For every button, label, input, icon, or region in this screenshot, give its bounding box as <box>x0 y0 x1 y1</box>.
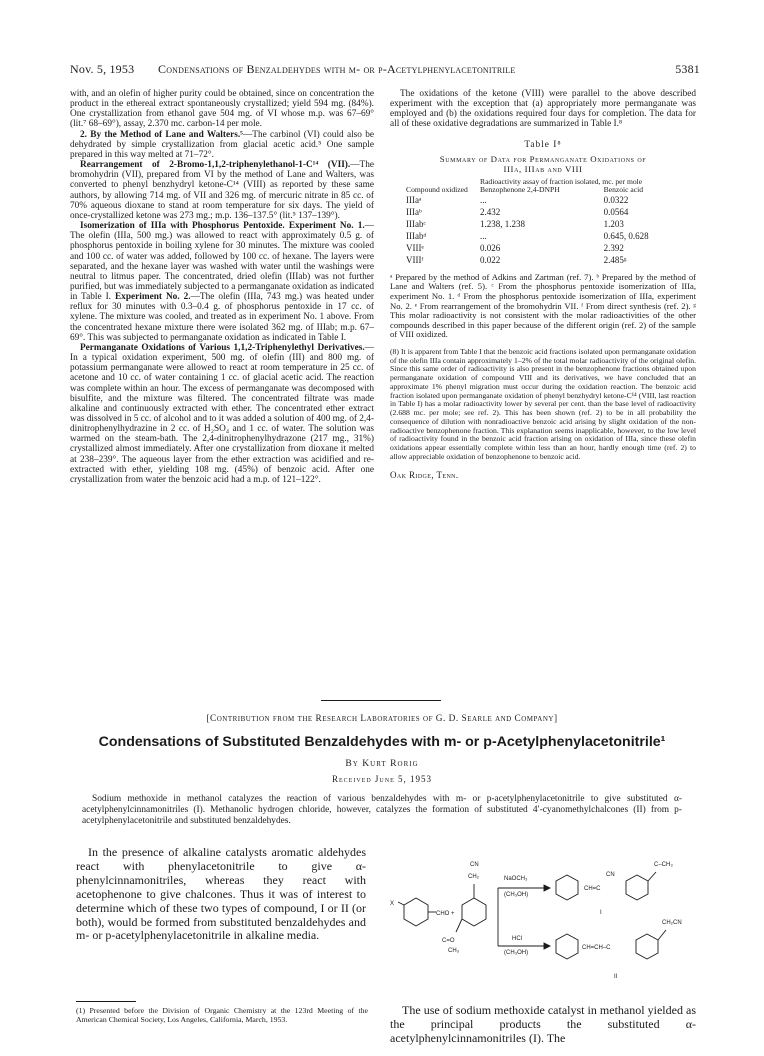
table-cell-dnph: 0.022 <box>480 254 501 265</box>
section-heading: 2. By the Method of Lane and Walters.⁵ <box>80 129 243 140</box>
benzene-ring <box>462 898 486 926</box>
footnote-rule <box>76 1001 136 1002</box>
article-author: By Kurt Rorig <box>345 758 419 769</box>
benzene-ring <box>636 934 658 959</box>
table-cell-benzoic: 0.0322 <box>603 194 629 205</box>
table-cell-compound: VIIIᶠ <box>406 254 424 265</box>
section-heading: Isomerization of IIIa with Phosphorus Pentoxide. Experiment No. 1. <box>80 221 365 232</box>
table-row <box>404 242 674 254</box>
footnote-1: (1) Presented before the Division of Organic Chemistry at the 123rd Meeting of the American Chemical Society, Los Angeles, California, March, 1953. <box>76 1006 368 1024</box>
table-cell-compound: IIIaᵇ <box>406 206 422 217</box>
table-cell-compound: IIIabᶜ <box>406 218 426 229</box>
data-table <box>404 178 674 266</box>
table-cell-compound: IIIaᵃ <box>406 194 422 205</box>
left-paragraph: Permanganate Oxidations of Various 1,1,2-Triphenylethyl Derivatives.—In a typical oxidation experiment, 500 mg. of olefin (III) and 800 mg. of potassium permanganate were allowed to react at room temperature in 25 cc. of acetone and 10 cc. of water containing 1 cc. of glacial acetic acid. The reaction was complete within an hour. The excess of permanganate was decomposed with bisulfite, and the mixture was filtered. The concentrated filtrate was made alkaline and continuously extracted with ether. The concentrated ether extract was dissolved in 5 cc. of alcohol and to it was added a solution of 400 mg. of 2,4-dinitrophenylhydrazine in 2 cc. of H₂SO₄ and 1 cc. of water. The solution was warmed on the steam-bath. The 2,4-dinitrophenylhydrazone (217 mg., 31%) crystallized almost immediately. After one crystallization from dioxane it melted at 238–239°. The aqueous layer from the ether extraction was acidified and re-extracted with ether, yielding 108 mg. (45%) of benzoic acid. After one crystallization from water the benzoic acid had a m.p. of 121–122°. <box>70 342 374 485</box>
table-cell-benzoic: 0.0564 <box>603 206 629 217</box>
product-1-cn: CN <box>606 872 615 878</box>
left-column <box>70 89 374 485</box>
reagent-hcl: HCl <box>512 936 522 942</box>
table-cell-dnph: ... <box>480 194 487 205</box>
table-caption: Summary of Data for Permanganate Oxidations of IIIa, IIIab and VIII <box>439 153 647 174</box>
table-header-dnph: Benzophenone 2,4-DNPH <box>480 184 560 194</box>
scheme-cho: CHO + <box>436 911 455 917</box>
table-header-benzoic: Benzoic acid <box>603 184 644 194</box>
table-cell-dnph: 2.432 <box>480 206 501 217</box>
table-row <box>404 194 674 206</box>
right-column <box>390 89 696 480</box>
header-running-title: Condensations of Benzaldehydes with m- or p-Acetylphenylacetonitrile <box>158 62 516 76</box>
left-paragraph: Isomerization of IIIa with Phosphorus Pentoxide. Experiment No. 1.—The olefin (IIIa, 500 mg.) was allowed to react with approximately 0.5 g. of phosphorus pentoxide in boiling xylene for 30 minutes. The mixture was cooled and 100 cc. of water was added, followed by 100 cc. of hexane. The layers were separated, and the hexane layer was washed with water until the washings were neutral to litmus paper. The concentrated, dried olefin (IIIab) was not further purified, but was immediately subjected to a permanganate oxidation as indicated in Table I. Experiment No. 2.—The olefin (IIIa, 743 mg.) was heated under reflux for 30 minutes with 0.3–0.4 g. of phosphorus pentoxide in 17 cc. of xylene. The mixture was cooled, and treated as in experiment No. 1 above. From the concentrated hexane mixture there were isolated 362 mg. of IIIab; m.p. 67–69°. This was subjected to permanganate oxidation as indicated in Table I. <box>70 221 374 343</box>
table-cell-compound: IIIabᵈ <box>406 230 427 241</box>
running-header <box>70 62 700 78</box>
section-heading: Permanganate Oxidations of Various 1,1,2-Triphenylethyl Derivatives. <box>80 342 365 353</box>
reaction-scheme <box>386 850 696 1000</box>
left-paragraph: Rearrangement of 2-Bromo-1,1,2-triphenylethanol-1-C¹⁴ (VII).—The bromohydrin (VII), prepared from VI by the method of Lane and Walters, was converted to phenyl benzhydryl ketone-C¹⁴ (VIII) as reported by these same authors, by allowing 714 mg. of VII and 326 mg. of mercuric nitrate in 85 cc. of 70% aqueous dioxane to stand at room temperature for six days. The yield of once-crystallized ketone was 273 mg.; m.p. 136–137.5° (lit.⁵ 137–139°). <box>70 160 374 221</box>
table-cell-benzoic: 2.485ᵍ <box>603 254 627 265</box>
contribution-line: [Contribution from the Research Laboratories of G. D. Searle and Company] <box>206 714 558 724</box>
table-row <box>404 218 674 230</box>
header-page-number: 5381 <box>675 62 700 76</box>
reagent-ch3oh: (CH₃OH) <box>504 950 529 956</box>
product-1-label: I <box>600 910 602 916</box>
table-header-compound: Compound oxidized <box>406 184 468 194</box>
section-divider <box>321 700 441 701</box>
table-header-group: Radioactivity assay of fraction isolated, mc. per mole <box>480 176 643 186</box>
abstract: Sodium methoxide in methanol catalyzes the reaction of various benzaldehydes with m- or p-acetylphenylacetonitrile to give substituted α-acetylphenylcinnamonitriles (I). Methanolic hydrogen chloride, however, catalyzes the formation of substituted 4′-cyanomethylchalcones (II) from p-acetylphenylacetonitrile and substituted benzaldehydes. <box>82 794 682 826</box>
benzene-ring <box>626 875 648 900</box>
reagent-ch3oh: (CH₃OH) <box>504 892 529 898</box>
body-paragraph-right: The use of sodium methoxide catalyst in methanol yielded as the principal products the substituted α-acetylphenylcinnamonitriles (I). The <box>390 1003 696 1045</box>
benzene-ring <box>556 875 578 900</box>
left-paragraph: 2. By the Method of Lane and Walters.⁵—The carbinol (VI) could also be dehydrated by simple crystallization from glacial acetic acid.⁵ One sample prepared in this way melted at 71–72°. <box>70 129 374 160</box>
place-signature: Oak Ridge, Tenn. <box>390 469 459 480</box>
scheme-x-label: X <box>390 901 395 907</box>
left-paragraph: with, and an olefin of higher purity could be obtained, since on concentration the product in the ethereal extract spontaneously crystallized; yield 594 mg. (84%). One crystallization from ethanol gave 504 mg. of VI whose m.p. was 67–69° (lit.⁷ 68–69°), assay, 2.370 mc. carbon-14 per mole. <box>70 89 374 130</box>
table-cell-benzoic: 0.645, 0.628 <box>603 230 649 241</box>
arrow-head <box>544 943 550 949</box>
benzene-ring <box>404 898 428 926</box>
article-title: Condensations of Substituted Benzaldehydes with m- or p-Acetylphenylacetonitrile¹ <box>98 734 666 750</box>
product-2-link: CH=CH–C <box>582 945 611 951</box>
table-footnotes: ᵃ Prepared by the method of Adkins and Zartman (ref. 7). ᵇ Prepared by the method of Lane and Walters (ref. 5). ᶜ From the phosphorus pentoxide isomerization of IIIa, experiment No. 1. ᵈ From the phosphorus pentoxide isomerization of IIIa, experiment No. 2. ᵉ From rearrangement of the bromohydrin VII. ᶠ From direct synthesis (ref. 2). ᵍ This molar radioactivity is not consistent with the molar radioactivities of the other compounds described in this paper because of the different origin (ref. 2) of the sample of VIII oxidized. <box>390 271 696 340</box>
table-cell-dnph: 0.026 <box>480 242 501 253</box>
section-heading: Rearrangement of 2-Bromo-1,1,2-triphenylethanol-1-C¹⁴ (VII). <box>80 160 351 171</box>
scheme-cn: CN <box>470 862 479 868</box>
right-paragraph: The oxidations of the ketone (VIII) were parallel to the above described experiment with the exception that (a) appropriately more permanganate was employed and (b) the oxidations required four days for completion. The data for all of these oxidative degradations are summarized in Table I.⁸ <box>390 89 696 130</box>
footnote-8: (8) It is apparent from Table I that the benzoic acid fractions isolated upon permanganate oxidation of the olefin IIIa contain approximately 1–2% of the total molar radioactivity of the original olefin. Since this same order of radioactivity is also present in the benzophenone fractions obtained upon permanganate oxidation of compound VIII and its derivatives, we have concluded that an approximate 1% phenyl migration must occur during the oxidation reaction. The benzoic acid fraction isolated upon permanganate oxidation of phenyl benzhydryl ketone-C¹⁴ (VIII, last reaction in Table I) has a molar radioactivity lower by several per cent. than the base level of radioactivity (2.688 mc. per mole; see ref. 2). This has been shown (ref. 2) to be in all probability the consequence of dilution with nonradioactive benzoic acid arising by slight oxidation of the non-radioactive benzophenone fraction. This explanation seems inapplicable, however, to the low level of radioactivity found in the benzoic acid fraction arising on oxidation of IIIa, since these olefin oxidations appear essentially complete within less than an hour, hardly enough time (ref. 2) to allow appreciable oxidation of benzophenone to benzoic acid. <box>390 346 696 461</box>
scheme-ch3: CH₃ <box>448 948 460 954</box>
product-1-tail: C–CH₃ <box>654 862 673 868</box>
table-cell-dnph: 1.238, 1.238 <box>480 218 525 229</box>
product-2-label: II <box>614 974 618 980</box>
table-row <box>404 206 674 218</box>
scheme-ch2: CH₂ <box>468 874 479 880</box>
table-cell-benzoic: 2.392 <box>603 242 624 253</box>
intro-paragraph: In the presence of alkaline catalysts aromatic aldehydes react with phenylacetonitrile to give α-phenylcinnamonitriles, whereas they react with acetophenone to give chalcones. Thus it was of interest to determine which of these two types of compound, I or II (or both), would be formed from substituted benzaldehydes and m- or p-acetylphenylacetonitrile in alkaline media. <box>76 845 366 943</box>
table-cell-dnph: ... <box>480 230 487 241</box>
table-cell-benzoic: 1.203 <box>603 218 624 229</box>
table-row <box>404 230 674 242</box>
arrow-head <box>544 885 550 891</box>
benzene-ring <box>556 934 578 959</box>
table-title: Table I⁸ <box>524 139 562 150</box>
section-heading: Experiment No. 2. <box>114 292 191 303</box>
scheme-co: C=O <box>442 938 455 944</box>
received-date: Received June 5, 1953 <box>332 774 432 784</box>
product-1-link: CH=C <box>584 886 601 892</box>
header-date: Nov. 5, 1953 <box>70 62 135 76</box>
table-body <box>404 194 674 266</box>
product-2-tail: CH₂CN <box>662 920 682 926</box>
table-cell-compound: VIIIᵉ <box>406 242 424 253</box>
reagent-naoch3: NaOCH₃ <box>504 876 528 882</box>
table-row <box>404 254 674 266</box>
